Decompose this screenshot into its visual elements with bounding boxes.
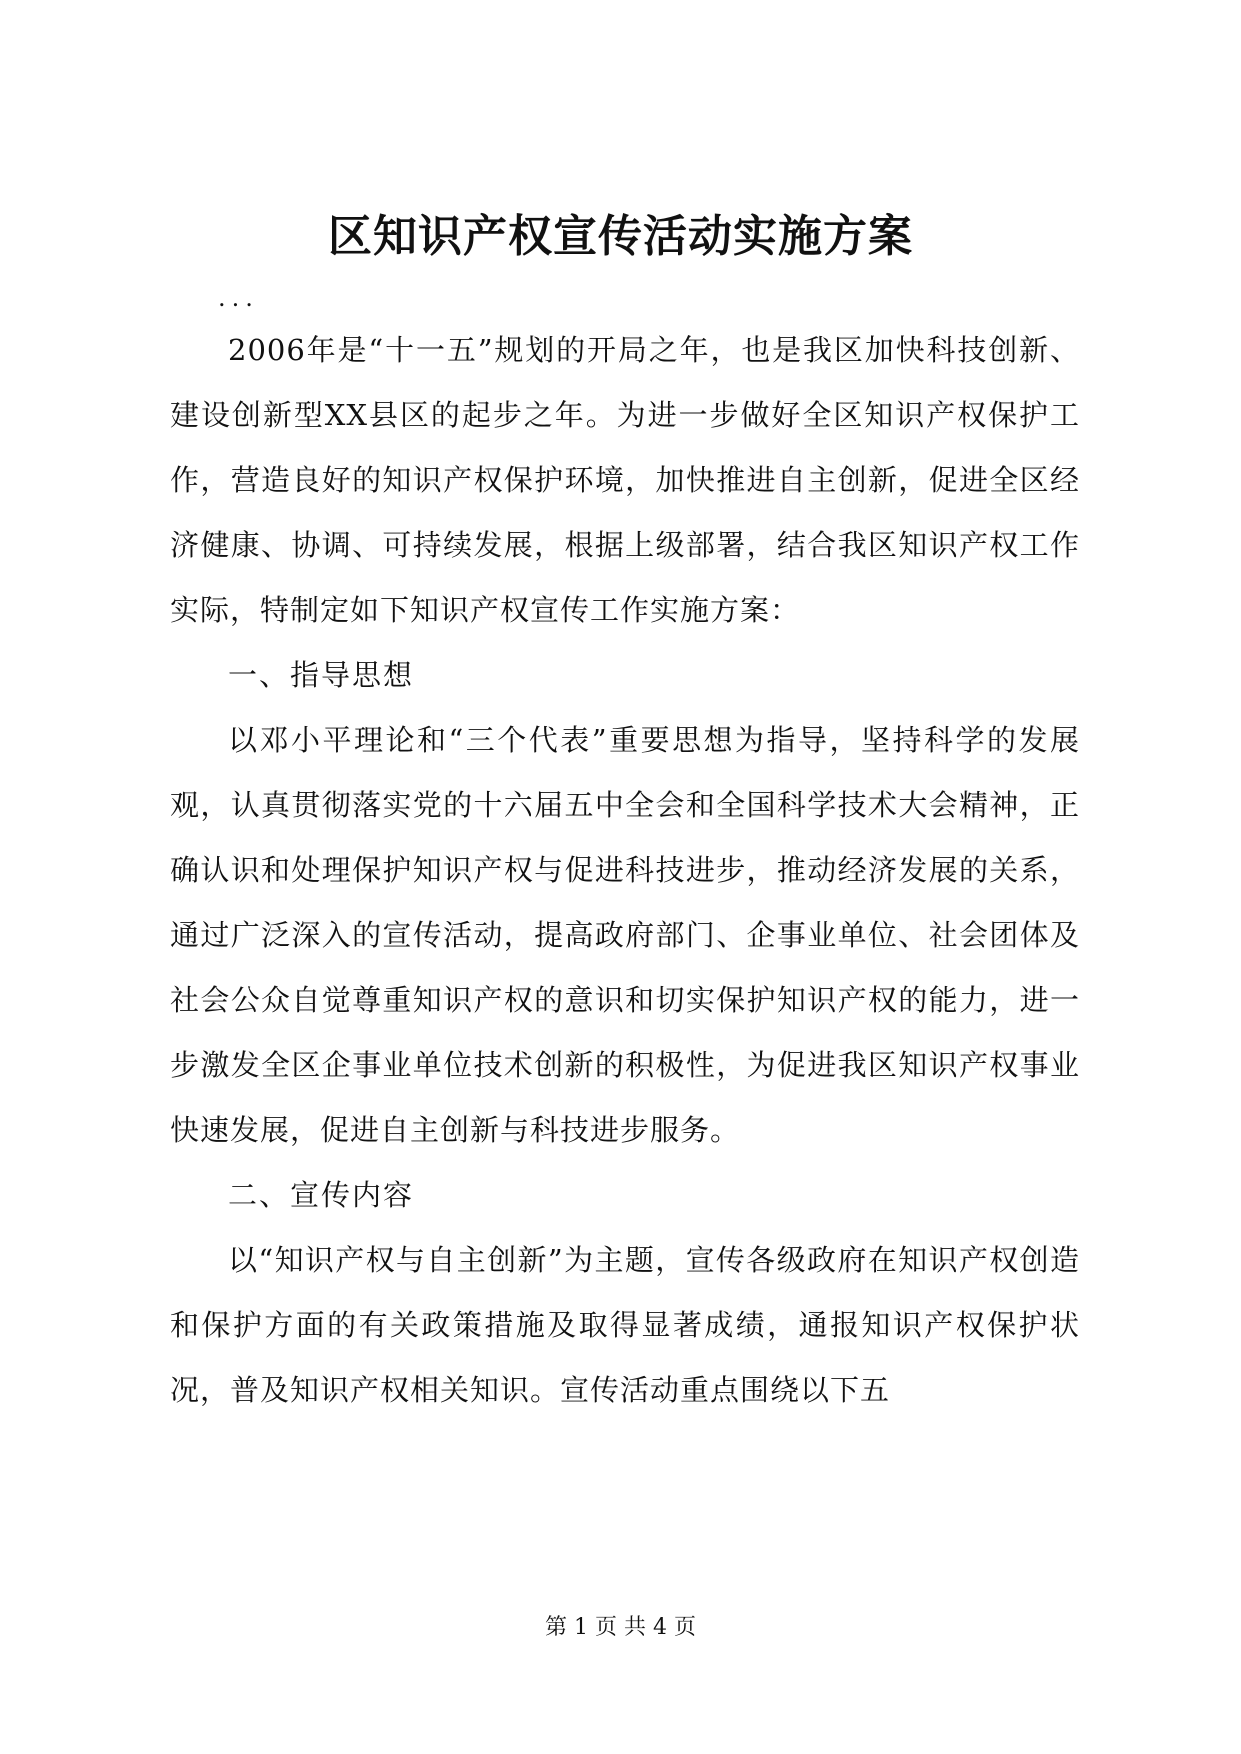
page-footer: 第 1 页 共 4 页 bbox=[545, 1615, 696, 1640]
ellipsis: ... bbox=[218, 284, 259, 312]
paragraph-publicity-content: 以“知识产权与自主创新”为主题，宣传各级政府在知识产权创造和保护方面的有关政策措施及取得显著成绩，通报知识产权保护状况，普及知识产权相关知识。宣传活动重点围绕以下五 bbox=[170, 1243, 1080, 1407]
section-heading-guiding-ideology: 一、指导思想 bbox=[228, 658, 415, 692]
paragraph-intro: 2006年是“十一五”规划的开局之年，也是我区加快科技创新、建设创新型XX县区的起步之年。为进一步做好全区知识产权保护工作，营造良好的知识产权保护环境，加快推进自主创新，促进全区经济健康、协调、可持续发展，根据上级部署，结合我区知识产权工作实际，特制定如下知识产权宣传工作实施方案： bbox=[170, 333, 1080, 627]
paragraph-guiding-ideology: 以邓小平理论和“三个代表”重要思想为指导，坚持科学的发展观，认真贯彻落实党的十六届五中全会和全国科学技术大会精神，正确认识和处理保护知识产权与促进科技进步，推动经济发展的关系，通过广泛深入的宣传活动，提高政府部门、企事业单位、社会团体及社会公众自觉尊重知识产权的意识和切实保护知识产权的能力，进一步激发全区企事业单位技术创新的积极性，为促进我区知识产权事业快速发展，促进自主创新与科技进步服务。 bbox=[170, 723, 1080, 1147]
document-body bbox=[170, 283, 1080, 1423]
section-heading-publicity-content: 二、宣传内容 bbox=[228, 1178, 415, 1212]
document-title: 区知识产权宣传活动实施方案 bbox=[328, 211, 913, 262]
